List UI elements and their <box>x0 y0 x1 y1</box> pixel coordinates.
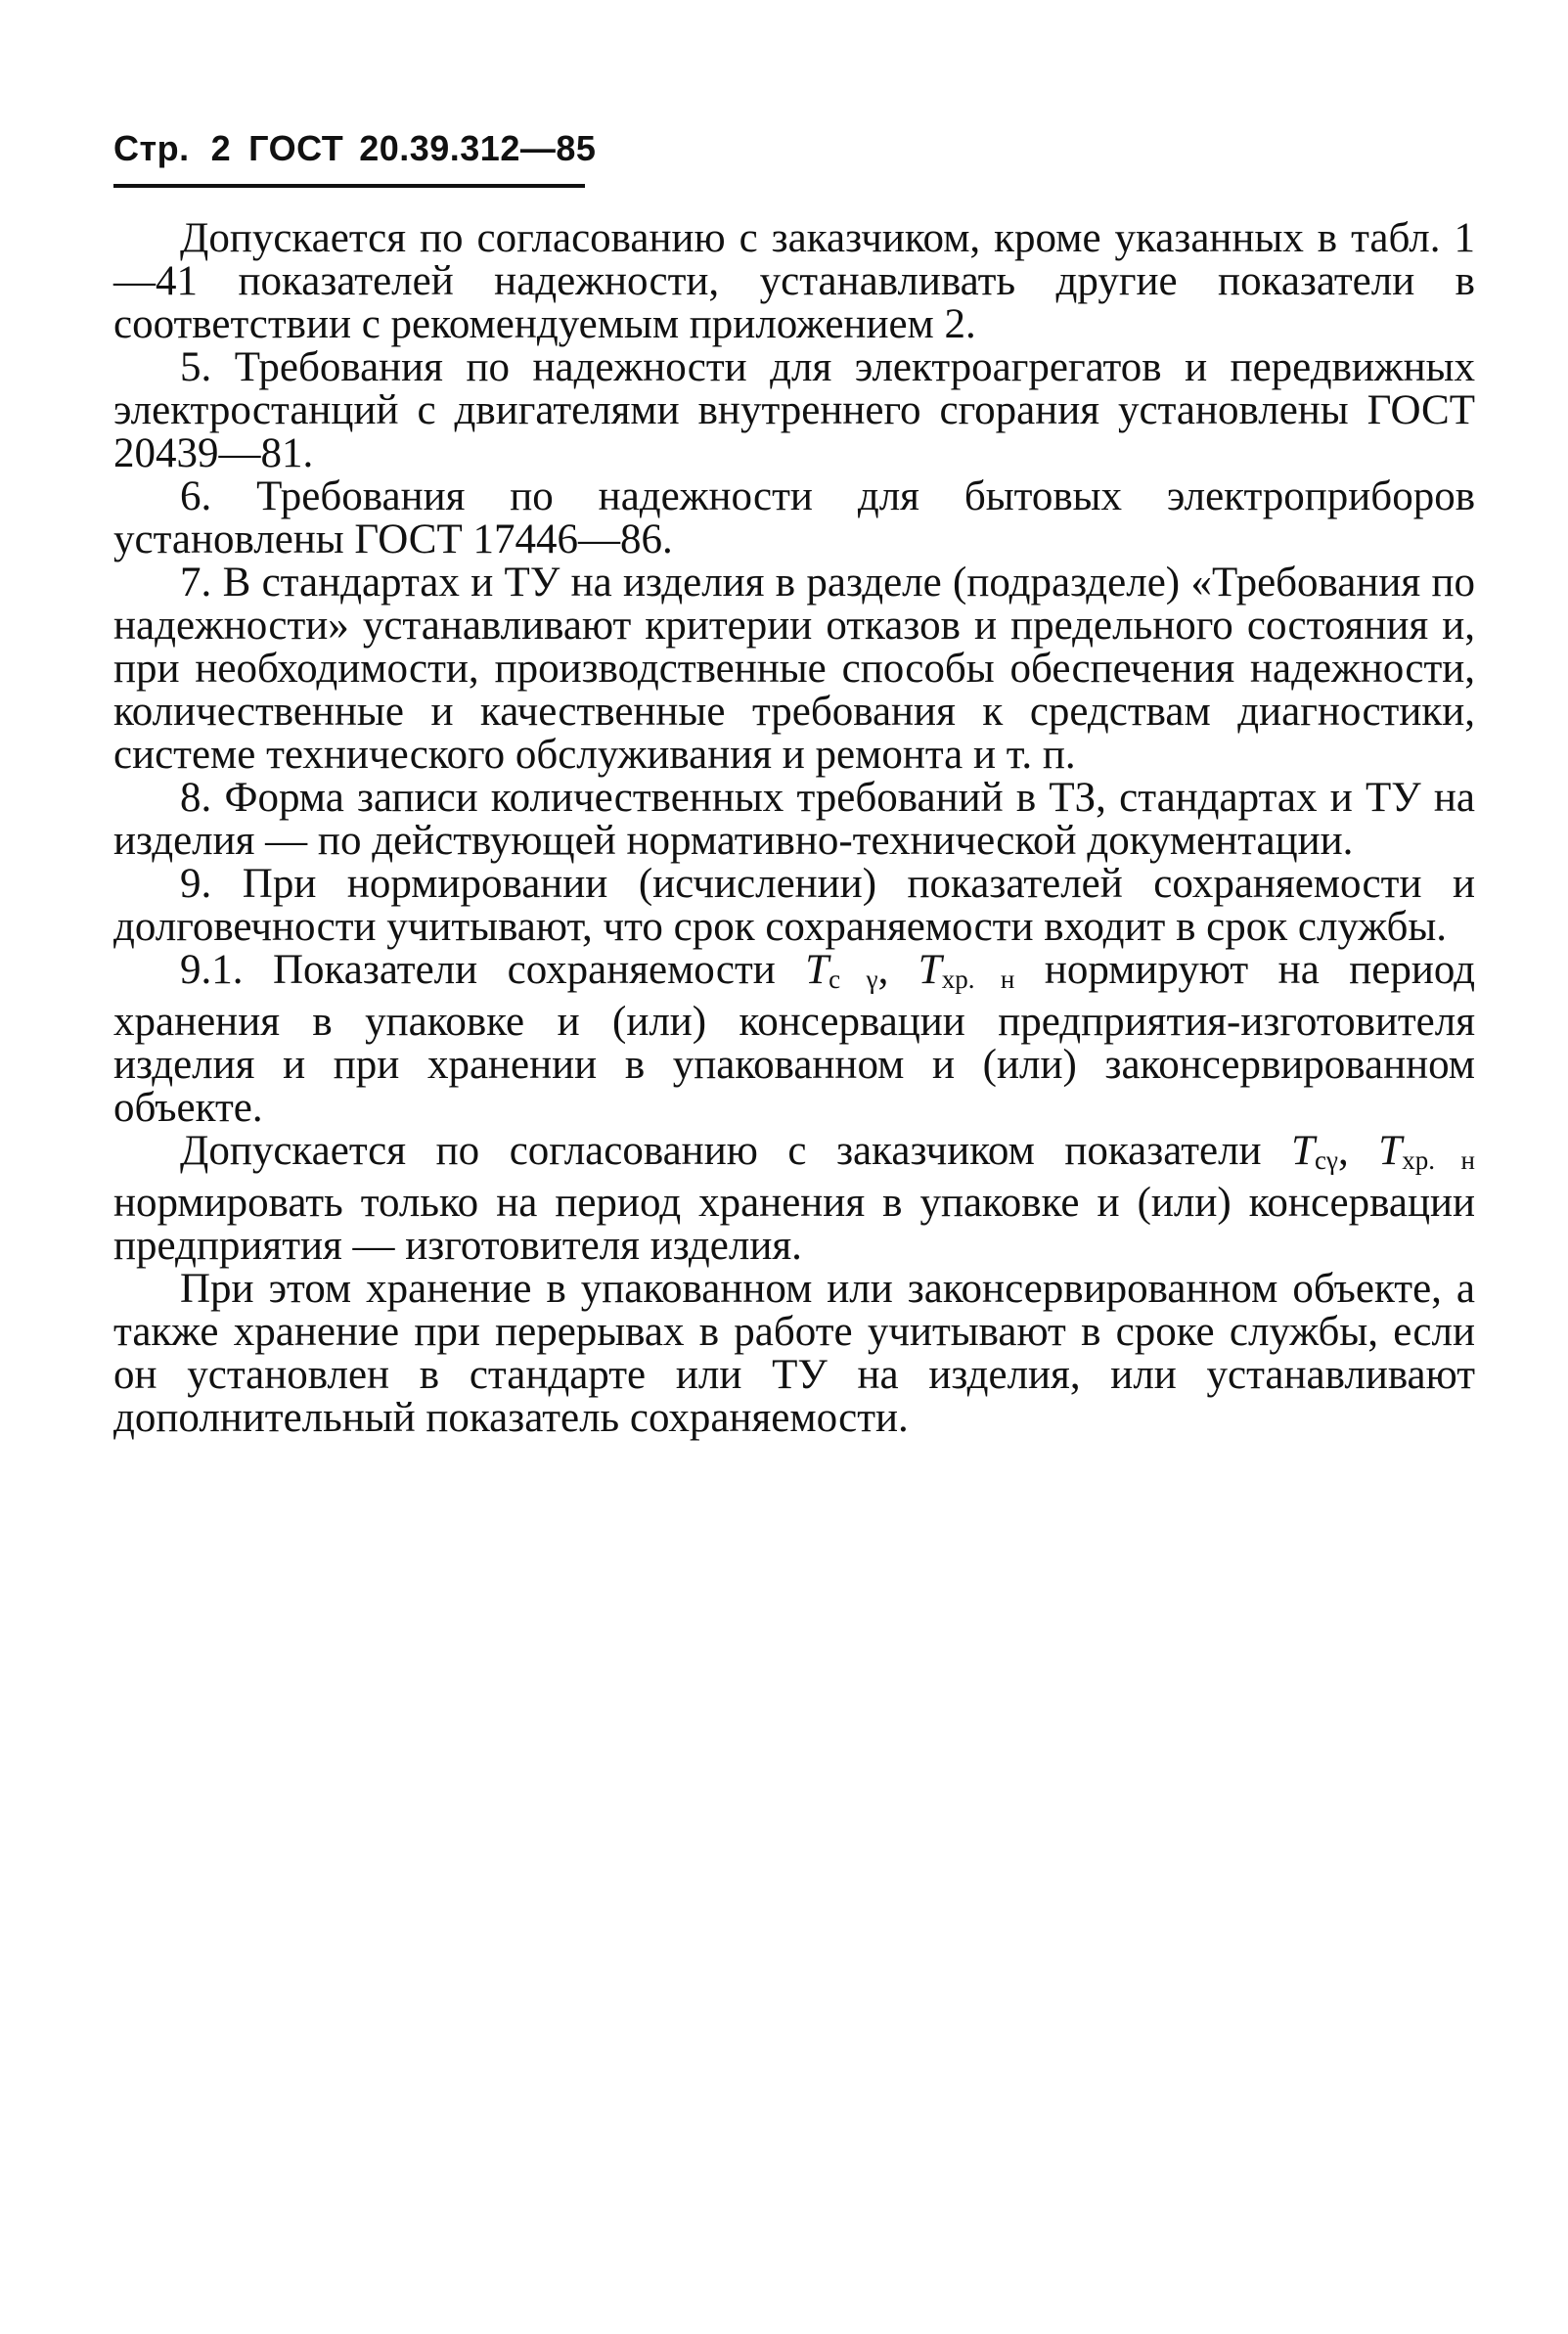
symbol-separator: , <box>877 947 918 993</box>
paragraph-9: 9. При нормировании (исчислении) показателей сохраняемости и долговечности учитывают, что срок сохраняемости входит в срок службы. <box>113 861 1475 950</box>
paragraph-7: 7. В стандартах и ТУ на изделия в разделе (подразделе) «Требования по надежности» устанавливают критерии отказов и предельного состояния и, при необходимости, производственные способы обеспечения надежности, количественные и качественные требования к средствам диагностики, системе технического обслуживания и ремонта и т. п. <box>113 560 1475 778</box>
paragraph-9-1-allowance <box>113 1130 1475 1268</box>
paragraph-intro: Допускается по согласованию с заказчиком, кроме указанных в табл. 1—41 показателей надежности, устанавливать другие показатели в соответствии с рекомендуемым приложением 2. <box>113 215 1475 347</box>
header-rule <box>113 184 585 188</box>
paragraph-5: 5. Требования по надежности для электроагрегатов и передвижных электростанций с двигателями внутреннего сгорания установлены ГОСТ 20439—81. <box>113 344 1475 476</box>
paragraph-9-1-lead: 9.1. Показатели сохраняемости <box>180 947 806 993</box>
allowance-rest: нормировать только на период хранения в упаковке и (или) консервации предприятия — изготовителя изделия. <box>113 1180 1475 1269</box>
document-body <box>113 217 1475 1440</box>
symbol-separator: , <box>1337 1128 1379 1174</box>
symbol-subscript: хр. н <box>1402 1145 1475 1175</box>
allowance-lead: Допускается по согласованию с заказчиком показатели <box>180 1128 1292 1174</box>
paragraph-9-1-storage: При этом хранение в упакованном или законсервированном объекте, а также хранение при перерывах в работе учитывают в сроке службы, если он установлен в стандарте или ТУ на изделия, или устанавливают дополнительный показатель сохраняемости. <box>113 1266 1475 1441</box>
symbol-letter: T <box>1378 1128 1403 1174</box>
symbol-t-storage <box>805 947 877 993</box>
standard-label: ГОСТ <box>248 128 344 168</box>
symbol-t-keeping <box>918 947 1015 993</box>
paragraph-9-1 <box>113 949 1475 1130</box>
symbol-subscript: с γ <box>829 965 878 994</box>
symbol-letter: T <box>1291 1128 1316 1174</box>
standard-number: 20.39.312—85 <box>359 128 597 168</box>
page-number: 2 <box>210 128 232 168</box>
symbol-letter: T <box>918 947 942 993</box>
running-header <box>113 127 597 170</box>
paragraph-8: 8. Форма записи количественных требований в ТЗ, стандартах и ТУ на изделия — по действующей нормативно-технической документации. <box>113 775 1475 864</box>
symbol-letter: T <box>805 947 829 993</box>
paragraph-6: 6. Требования по надежности для бытовых электроприборов установлены ГОСТ 17446—86. <box>113 473 1475 562</box>
symbol-t-keeping <box>1378 1128 1475 1174</box>
symbol-subscript: сγ <box>1315 1145 1338 1175</box>
symbol-t-storage <box>1291 1128 1338 1174</box>
page-label: Стр. <box>113 128 190 168</box>
symbol-subscript: хр. н <box>941 965 1015 994</box>
paragraph-9-1-rest: нормируют на период хранения в упаковке и (или) консервации предприятия-изготовителя изделия и при хранении в упакованном и (или) законсервированном объекте. <box>113 947 1475 1131</box>
